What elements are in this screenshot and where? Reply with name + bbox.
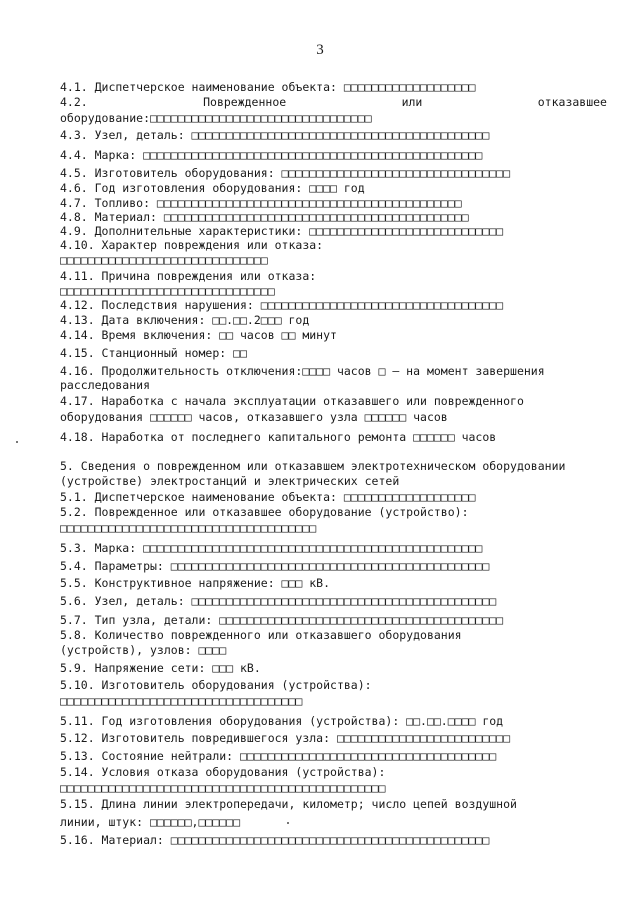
line-5-7: 5.7. Тип узла, детали: □□□□□□□□□□□□□□□□□□□□□□□□□□□□□□□□□□□□□□□□□	[60, 613, 504, 627]
line-5-4: 5.4. Параметры: □□□□□□□□□□□□□□□□□□□□□□□□□□□□□□□□□□□□□□□□□□□□□□	[60, 559, 490, 573]
line-5-10-value: □□□□□□□□□□□□□□□□□□□□□□□□□□□□□□□□□□□	[60, 694, 303, 708]
line-4-10: 4.10. Характер повреждения или отказа:	[60, 238, 324, 252]
line-5-12: 5.12. Изготовитель повредившегося узла: □□□□□□□□□□□□□□□□□□□□□□□□□	[60, 731, 511, 745]
line-4-9: 4.9. Дополнительные характеристики: □□□□□□□□□□□□□□□□□□□□□□□□□□□□	[60, 224, 504, 238]
line-5-2: 5.2. Поврежденное или отказавшее оборудование (устройство):	[60, 505, 469, 519]
line-5-10: 5.10. Изготовитель оборудования (устройства):	[60, 678, 372, 692]
line-5-14-value: □□□□□□□□□□□□□□□□□□□□□□□□□□□□□□□□□□□□□□□□□□□□□□□	[60, 781, 386, 795]
line-4-8: 4.8. Материал: □□□□□□□□□□□□□□□□□□□□□□□□□□□□□□□□□□□□□□□□□□□□	[60, 210, 469, 224]
line-4-15: 4.15. Станционный номер: □□	[60, 346, 247, 360]
line-5-9: 5.9. Напряжение сети: □□□ кВ.	[60, 661, 261, 675]
line-5-6: 5.6. Узел, деталь: □□□□□□□□□□□□□□□□□□□□□□□□□□□□□□□□□□□□□□□□□□□□	[60, 594, 497, 608]
page-number: 3	[316, 42, 324, 58]
line-5-2-value: □□□□□□□□□□□□□□□□□□□□□□□□□□□□□□□□□□□□□	[60, 521, 317, 535]
line-4-16-continued: расследования	[60, 378, 151, 392]
line-4-17: 4.17. Наработка с начала эксплуатации отказавшего или поврежденного	[60, 394, 524, 408]
line-4-4: 4.4. Марка: □□□□□□□□□□□□□□□□□□□□□□□□□□□□□□□□□□□□□□□□□□□□□□□□□	[60, 148, 483, 162]
line-5-8: 5.8. Количество поврежденного или отказавшего оборудования	[60, 628, 462, 642]
line-4-2-word-1: 4.2.	[60, 95, 88, 109]
section-5-heading-continued: (устройстве) электростанций и электрических сетей	[60, 474, 400, 488]
line-5-13: 5.13. Состояние нейтрали: □□□□□□□□□□□□□□□□□□□□□□□□□□□□□□□□□□□□□	[60, 749, 497, 763]
scan-speck	[16, 441, 18, 443]
line-5-8-continued: (устройств), узлов: □□□□	[60, 643, 227, 657]
line-4-2	[60, 95, 607, 109]
line-5-14: 5.14. Условия отказа оборудования (устройства):	[60, 765, 386, 779]
line-4-16: 4.16. Продолжительность отключения:□□□□ часов □ – на момент завершения	[60, 364, 545, 378]
line-5-3: 5.3. Марка: □□□□□□□□□□□□□□□□□□□□□□□□□□□□□□□□□□□□□□□□□□□□□□□□□	[60, 541, 483, 555]
line-4-7: 4.7. Топливо: □□□□□□□□□□□□□□□□□□□□□□□□□□□□□□□□□□□□□□□□□□□□	[60, 196, 462, 210]
line-4-1: 4.1. Диспетчерское наименование объекта: □□□□□□□□□□□□□□□□□□□	[60, 80, 476, 94]
line-4-12: 4.12. Последствия нарушения: □□□□□□□□□□□□□□□□□□□□□□□□□□□□□□□□□□□	[60, 298, 504, 312]
line-4-18: 4.18. Наработка от последнего капитального ремонта □□□□□□ часов	[60, 430, 497, 444]
line-5-11: 5.11. Год изготовления оборудования (устройства): □□.□□.□□□□ год	[60, 714, 504, 728]
line-5-15-continued: линии, штук: □□□□□□,□□□□□□	[60, 815, 241, 829]
line-4-2-word-2: Поврежденное	[203, 95, 287, 109]
line-4-17-continued: оборудования □□□□□□ часов, отказавшего узла □□□□□□ часов	[60, 410, 448, 424]
line-4-2-continued: оборудование:□□□□□□□□□□□□□□□□□□□□□□□□□□□□□□□□	[60, 111, 372, 125]
section-5-heading: 5. Сведения о поврежденном или отказавшем электротехническом оборудовании	[60, 459, 566, 473]
line-4-13: 4.13. Дата включения: □□.□□.2□□□ год	[60, 313, 310, 327]
line-4-6: 4.6. Год изготовления оборудования: □□□□ год	[60, 181, 365, 195]
scan-speck	[287, 822, 289, 824]
line-4-2-word-3: или	[401, 95, 423, 109]
line-5-15: 5.15. Длина линии электропередачи, километр; число цепей воздушной	[60, 797, 517, 811]
line-4-11: 4.11. Причина повреждения или отказа:	[60, 269, 317, 283]
line-4-11-value: □□□□□□□□□□□□□□□□□□□□□□□□□□□□□□□	[60, 284, 275, 298]
line-4-3: 4.3. Узел, деталь: □□□□□□□□□□□□□□□□□□□□□□□□□□□□□□□□□□□□□□□□□□□	[60, 128, 490, 142]
line-4-14: 4.14. Время включения: □□ часов □□ минут	[60, 328, 337, 342]
line-4-5: 4.5. Изготовитель оборудования: □□□□□□□□□□□□□□□□□□□□□□□□□□□□□□□□□	[60, 166, 511, 180]
line-4-10-value: □□□□□□□□□□□□□□□□□□□□□□□□□□□□□□	[60, 253, 268, 267]
line-5-5: 5.5. Конструктивное напряжение: □□□ кВ.	[60, 576, 331, 590]
line-5-16: 5.16. Материал: □□□□□□□□□□□□□□□□□□□□□□□□□□□□□□□□□□□□□□□□□□□□□□	[60, 833, 490, 847]
line-5-1: 5.1. Диспетчерское наименование объекта: □□□□□□□□□□□□□□□□□□□	[60, 490, 476, 504]
line-4-2-word-4: отказавшее	[537, 95, 607, 109]
